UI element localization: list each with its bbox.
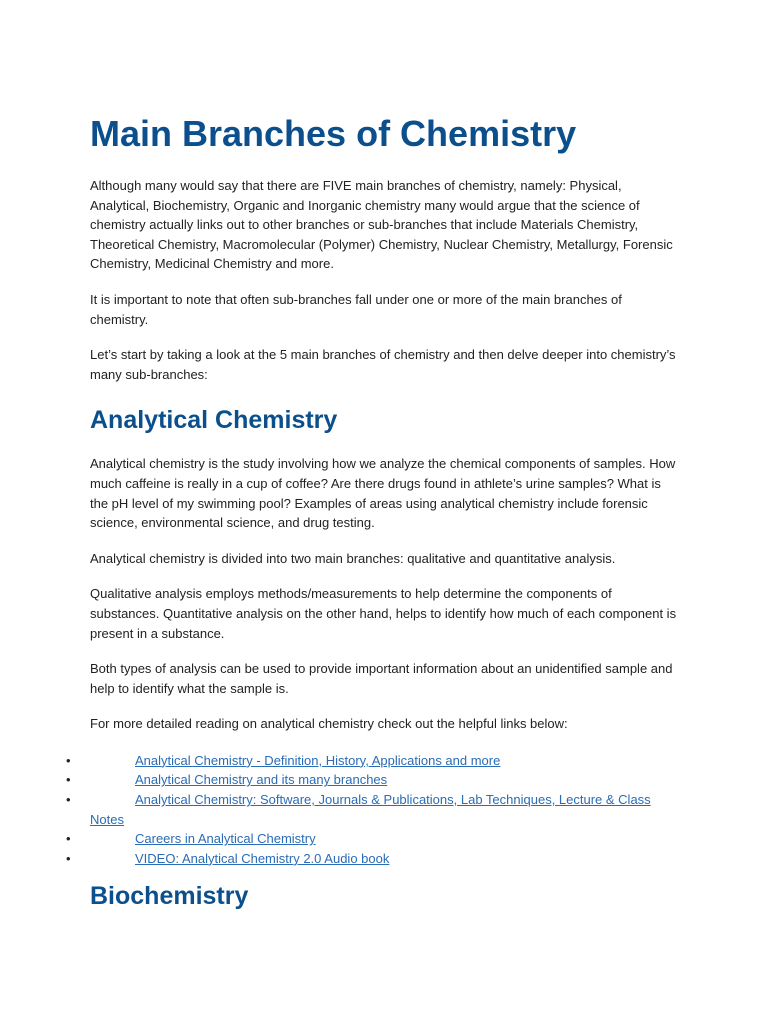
link-analytical-chemistry-branches[interactable]: Analytical Chemistry and its many branches — [135, 772, 388, 788]
section-paragraph: Analytical chemistry is the study involving how we analyze the chemical components of samples. How much caffeine is really in a cup of coffee? Are there drugs found in athlete’s urine samples? What is the pH level of my swimming pool? Examples of areas using analytical chemistry include forensic science, environmental science, and drug testing. — [90, 456, 676, 531]
list-item — [66, 770, 682, 790]
intro-paragraph: Let’s start by taking a look at the 5 main branches of chemistry and then delve deeper into chemistry’s many sub-branches: — [90, 347, 676, 382]
bullet-marker: • — [66, 792, 71, 808]
section-heading-analytical-chemistry: Analytical Chemistry — [90, 406, 338, 435]
link-video-audio-book[interactable]: VIDEO: Analytical Chemistry 2.0 Audio book — [135, 850, 390, 866]
section-heading-biochemistry: Biochemistry — [90, 882, 249, 911]
list-item — [66, 829, 682, 849]
article-body — [66, 112, 682, 912]
list-item — [66, 849, 682, 869]
bullet-marker: • — [66, 850, 71, 866]
link-careers-analytical-chemistry[interactable]: Careers in Analytical Chemistry — [135, 831, 316, 847]
page-title: Main Branches of Chemistry — [90, 113, 577, 154]
bullet-marker: • — [66, 772, 71, 788]
link-analytical-chemistry-resources[interactable]: Analytical Chemistry: Software, Journals & Publications, Lab Techniques, Lecture & Class Notes — [90, 792, 651, 827]
intro-paragraph: It is important to note that often sub-branches fall under one or more of the main branches of chemistry. — [90, 291, 622, 327]
list-item — [66, 790, 682, 829]
bullet-marker: • — [66, 752, 71, 768]
section-paragraph: For more detailed reading on analytical chemistry check out the helpful links below: — [90, 716, 568, 732]
section-paragraph: Qualitative analysis employs methods/measurements to help determine the components of substances. Quantitative analysis on the other hand, helps to identify how much of each component is present in a substance. — [90, 586, 677, 641]
bullet-marker: • — [66, 831, 71, 847]
link-analytical-chemistry-definition[interactable]: Analytical Chemistry - Definition, History, Applications and more — [135, 752, 501, 768]
helpful-links-list — [66, 751, 682, 869]
intro-paragraph: Although many would say that there are FIVE main branches of chemistry, namely: Physical, Analytical, Biochemistry, Organic and Inorganic chemistry many would argue that the science of chemistry actually links out to other branches or sub-branches that include Materials Chemistry, Theoretical Chemistry, Macromolecular (Polymer) Chemistry, Nuclear Chemistry, Metallurgy, Forensic Chemistry, Medicinal Chemistry and more. — [90, 178, 673, 272]
section-paragraph: Analytical chemistry is divided into two main branches: qualitative and quantitative analysis. — [90, 550, 616, 566]
list-item — [66, 751, 682, 771]
section-paragraph: Both types of analysis can be used to provide important information about an unidentified sample and help to identify what the sample is. — [90, 661, 673, 696]
